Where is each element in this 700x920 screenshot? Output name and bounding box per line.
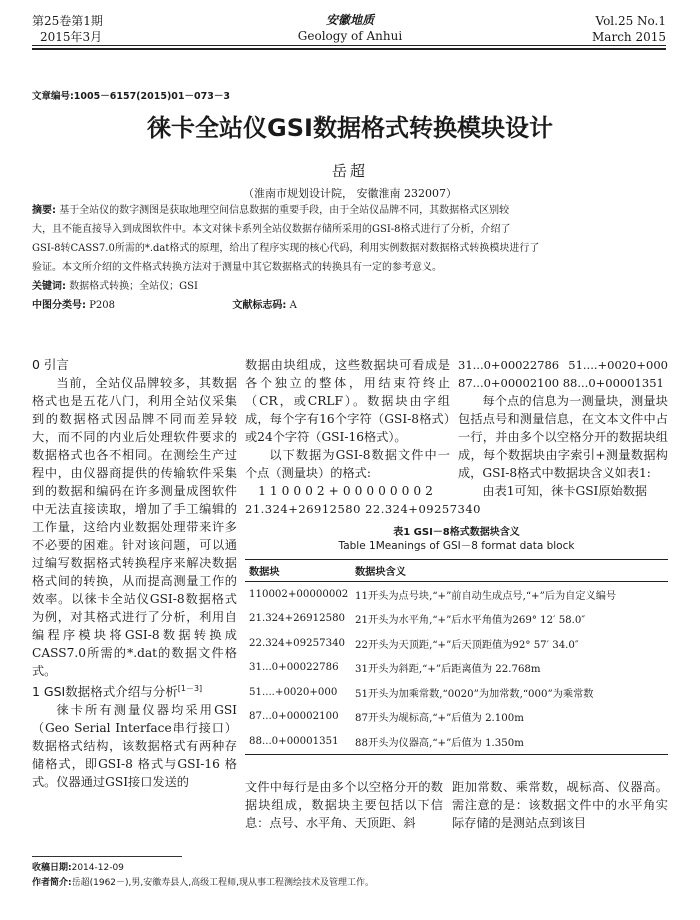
datafile-paragraph: 文件中每行是由多个以空格分开的数据块组成，数据块主要包括以下信息：点号、水平角、天顶距、斜 bbox=[245, 780, 443, 830]
table-1 bbox=[245, 526, 668, 755]
table-cell: 88开头为仪器高,“+”后值为 1.350m bbox=[355, 737, 524, 749]
abstract-line: 验证。本文所介绍的文件格式转换方法对于测量中其它数据格式的转换具有一定的参考意义。 bbox=[32, 262, 442, 273]
table-header-cell: 数据块含义 bbox=[355, 567, 406, 578]
table-cell: 31开头为斜距,“+”后距离值为 22.768m bbox=[355, 664, 541, 676]
abstract bbox=[32, 201, 672, 315]
table-title-en: Table 1Meanings of GSI－8 format data block bbox=[338, 540, 575, 552]
table-cell: 87...0+00002100 bbox=[249, 711, 339, 723]
table-ref-paragraph: 由表1可知，徕卡GSI原始数据 bbox=[482, 484, 648, 498]
footnote-rule bbox=[32, 856, 182, 857]
affiliation: （淮南市规划设计院， 安徽淮南 232007） bbox=[243, 187, 457, 200]
example-formula-continued: 31...0+00022786 51....+0020+000 87...0+00002100 88...0+00001351 bbox=[458, 358, 668, 390]
section-heading-introduction: 0 引言 bbox=[32, 357, 69, 372]
table-cell: 87开头为觇标高,“+”后值为 2.100m bbox=[355, 713, 524, 725]
abstract-line: 大，且不能直接导入到成图软件中。本文对徕卡系列全站仪数据存储所采用的GSI-8格式进行了分析，介绍了 bbox=[32, 224, 511, 235]
example-intro: 以下数据为GSI-8数据文件中一个点（测量块）的格式: bbox=[245, 448, 450, 480]
received-label: 收稿日期: bbox=[32, 863, 72, 873]
table-row bbox=[245, 729, 668, 754]
column-right bbox=[458, 356, 668, 500]
header-rule-thin bbox=[32, 45, 666, 46]
table-row bbox=[245, 705, 668, 730]
table-cell: 51....+0020+000 bbox=[249, 686, 338, 698]
column-left bbox=[32, 356, 237, 791]
example-formula-line2: 21.324+26912580 22.324+09257340 bbox=[245, 502, 481, 516]
datafile-paragraph-continued: 距加常数、乘常数，觇标高、仪器高。需注意的是：该数据文件中的水平角实际存储的是测站点到该目 bbox=[452, 780, 668, 830]
volume-label: Vol.25 No.1 bbox=[595, 14, 666, 28]
table-cell: 51开头为加乘常数,“0020”为加常数,“000”为乘常数 bbox=[355, 688, 594, 700]
table-cell: 21.324+26912580 bbox=[249, 613, 346, 625]
section-heading-gsi bbox=[32, 680, 237, 701]
table-row bbox=[245, 631, 668, 656]
table-cell: 11开头为点号块,“+”前自动生成点号,“+”后为自定义编号 bbox=[355, 590, 617, 602]
section-heading-gsi-text: 1 GSI数据格式介绍与分析 bbox=[32, 684, 178, 700]
column-middle bbox=[245, 356, 481, 518]
column-middle-bottom bbox=[245, 778, 443, 832]
abstract-label: 摘要: bbox=[32, 205, 56, 216]
example-formula-line1: 110002+00000002 bbox=[258, 484, 437, 498]
table-header-row bbox=[245, 560, 668, 582]
footnote bbox=[32, 861, 374, 891]
date-label-en: March 2015 bbox=[592, 30, 666, 44]
table-cell: 22.324+09257340 bbox=[249, 637, 346, 649]
doc-code-value: A bbox=[289, 300, 297, 311]
citation-ref: [1－3] bbox=[177, 684, 203, 693]
doc-code-label: 文献标志码: bbox=[232, 300, 287, 311]
gsi-paragraph: 徕卡所有测量仪器均采用GSI（Geo Serial Interface串行接口）数据格式结构，该数据格式有两种存储格式，即GSI-8 格式与GSI-16 格式。仪器通过GSI接口发送的 bbox=[32, 703, 237, 790]
issue-label: 第25卷第1期 bbox=[32, 14, 103, 28]
data-table bbox=[245, 559, 668, 755]
journal-name-cn: 安徽地质 bbox=[325, 13, 374, 27]
author-bio: 岳超(1962－),男,安徽寿县人,高级工程师,现从事工程测绘技术及管理工作。 bbox=[71, 878, 374, 888]
date-label-cn: 2015年3月 bbox=[40, 30, 103, 44]
page-title: 徕卡全站仪GSI数据格式转换模块设计 bbox=[147, 114, 553, 142]
table-header-cell: 数据块 bbox=[249, 567, 280, 578]
table-cell: 110002+00000002 bbox=[249, 588, 349, 600]
abstract-line: 基于全站仪的数字测图是获取地理空间信息数据的重要手段，由于全站仪品牌不同，其数据格式区别较 bbox=[59, 205, 510, 216]
table-cell: 31...0+00022786 bbox=[249, 662, 339, 674]
received-date: 2014-12-09 bbox=[71, 863, 124, 873]
keywords-text: 数据格式转换；全站仪；GSI bbox=[69, 281, 198, 292]
clc-label: 中图分类号: bbox=[32, 300, 86, 311]
table-title-cn: 表1 GSI－8格式数据块含义 bbox=[393, 527, 520, 538]
table-row bbox=[245, 582, 668, 607]
table-row bbox=[245, 656, 668, 681]
header-rule-thick bbox=[32, 48, 666, 50]
author-bio-label: 作者简介: bbox=[32, 878, 72, 888]
intro-paragraph: 当前，全站仪品牌较多，其数据格式也是五花八门，利用全站仪采集到的数据格式因品牌不同而差异较大，而不同的内业后处理软件要求的数据格式也各不相同。在测绘生产过程中，由仪器商提供的传输软件采集到的数据和编码在许多测量成图软件中无法直接读取，增加了手工编辑的工作量，这给内业数据处理带来许多不必要的困难。针对该问题，可以通过编写数据格式转换程序来解决数据格式间的转换，从而提高测量工作的效率。以徕卡全站仪GSI-8数据格式为例，对其格式进行了分析，利用自编程序模块将GSI-8数据转换成CASS7.0所需的*.dat的数据文件格式。 bbox=[32, 376, 237, 678]
author-name: 岳超 bbox=[331, 162, 368, 180]
journal-name-en: Geology of Anhui bbox=[297, 29, 403, 43]
block-paragraph: 数据由块组成，这些数据块可看成是各个独立的整体，用结束符终止（CR，或CRLF）。数据块由字组成，每个字有16个字符（GSI-8格式）或24个字符（GSI-16格式）。 bbox=[245, 358, 450, 444]
column-right-bottom bbox=[452, 778, 668, 832]
clc-value: P208 bbox=[89, 300, 116, 311]
measure-block-paragraph: 每个点的信息为一测量块，测量块包括点号和测量信息，在文本文件中占一行，并由多个以空格分开的数据块组成，每个数据块由字索引+测量数据构成，GSI-8格式中数据块含义如表1: bbox=[458, 394, 668, 480]
table-cell: 22开头为天顶距,“+”后天顶距值为92° 57′ 34.0″ bbox=[355, 639, 579, 651]
table-row bbox=[245, 607, 668, 632]
table-row bbox=[245, 680, 668, 705]
table-cell: 88...0+00001351 bbox=[249, 735, 339, 747]
abstract-line: GSI-8转CASS7.0所需的*.dat格式的原理，给出了程序实现的核心代码，利用实例数据对数据格式转换模块进行了 bbox=[32, 243, 540, 254]
table-cell: 21开头为水平角,“+”后水平角值为269° 12′ 58.0″ bbox=[355, 615, 586, 627]
article-number: 文章编号:1005－6157(2015)01－073－3 bbox=[32, 91, 230, 102]
keywords-label: 关键词: bbox=[32, 281, 66, 292]
